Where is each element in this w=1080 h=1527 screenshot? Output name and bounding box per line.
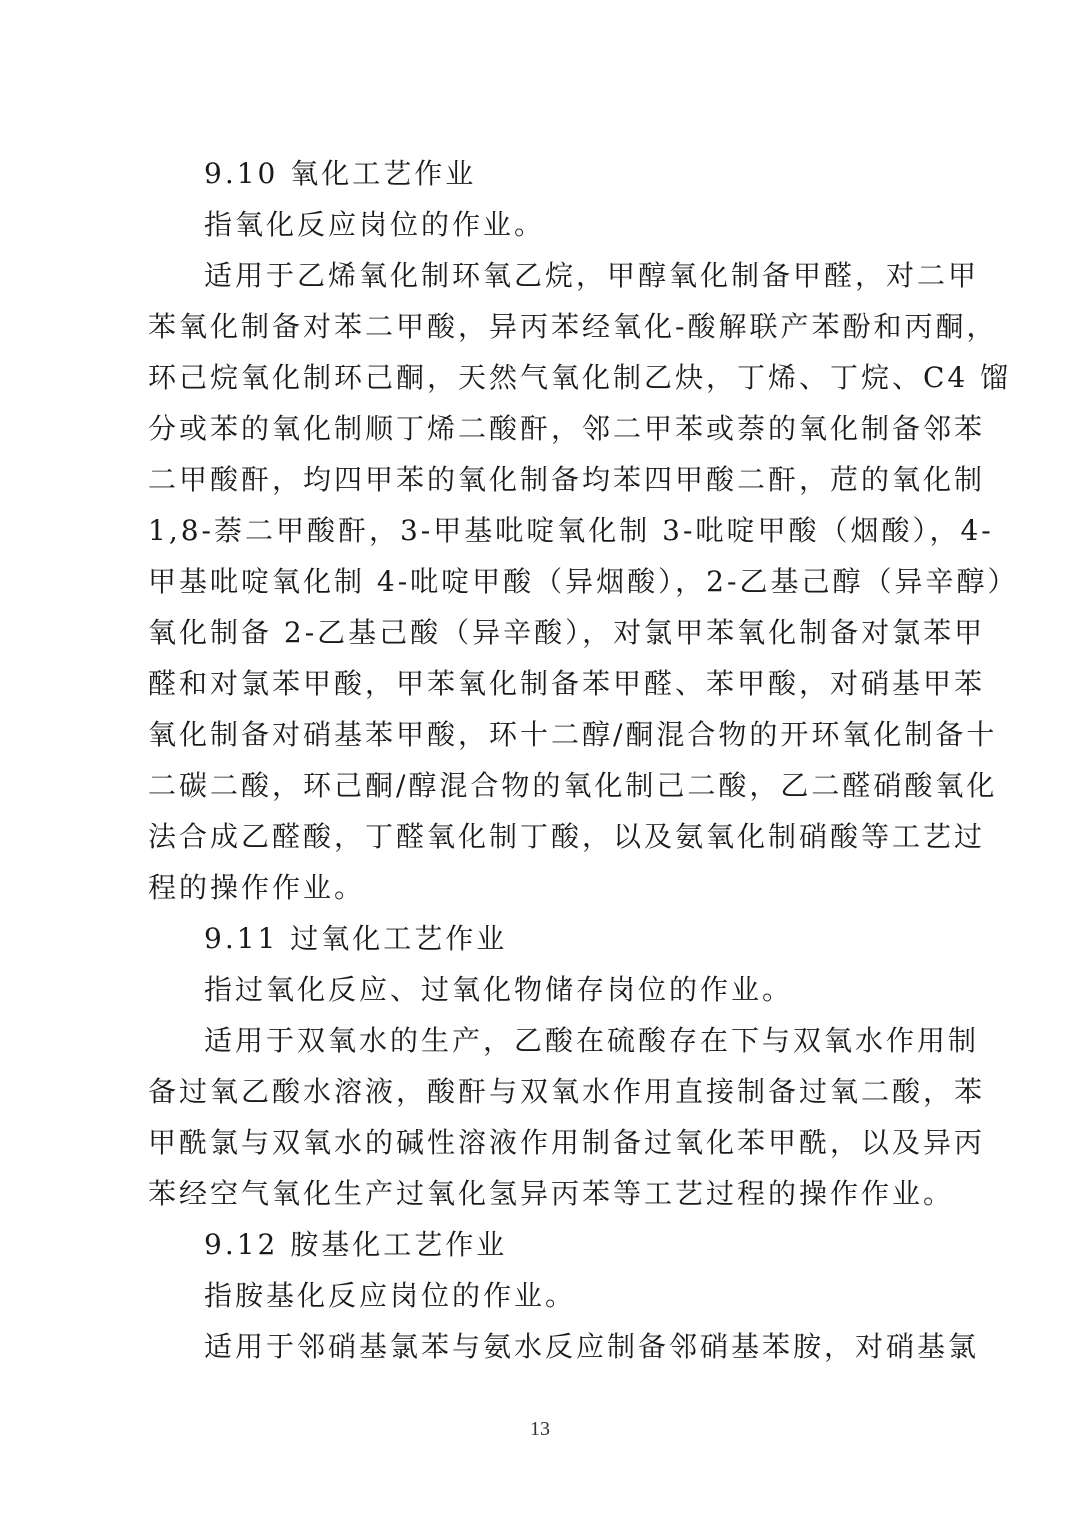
paragraph-line: 环己烷氧化制环己酮，天然气氧化制乙炔，丁烯、丁烷、C4 馏 [148,361,1012,394]
heading-9-12: 9.12 胺基化工艺作业 [204,1228,508,1261]
paragraph-line: 醛和对氯苯甲酸，甲苯氧化制备苯甲醛、苯甲酸，对硝基甲苯 [148,667,986,700]
document-body [148,148,1019,1372]
heading-9-11: 9.11 过氧化工艺作业 [204,922,508,955]
paragraph-line: 甲基吡啶氧化制 4-吡啶甲酸（异烟酸），2-乙基己醇（异辛醇） [148,565,1019,598]
paragraph-line: 氧化制备 2-乙基己酸（异辛酸），对氯甲苯氧化制备对氯苯甲 [148,616,986,649]
paragraph-line: 程的操作作业。 [148,871,366,904]
paragraph-line: 1,8-萘二甲酸酐，3-甲基吡啶氧化制 3-吡啶甲酸（烟酸），4- [148,514,994,547]
page-number: 13 [530,1418,550,1440]
paragraph-line: 备过氧乙酸水溶液，酸酐与双氧水作用直接制备过氧二酸，苯 [148,1075,986,1108]
paragraph-line: 指氧化反应岗位的作业。 [204,208,546,241]
paragraph-line: 二碳二酸，环己酮/醇混合物的氧化制己二酸，乙二醛硝酸氧化 [148,769,998,802]
paragraph-line: 指胺基化反应岗位的作业。 [204,1279,577,1312]
paragraph-line: 适用于双氧水的生产，乙酸在硫酸存在下与双氧水作用制 [204,1024,980,1057]
paragraph-line: 甲酰氯与双氧水的碱性溶液作用制备过氧化苯甲酰，以及异丙 [148,1126,986,1159]
heading-9-10: 9.10 氧化工艺作业 [204,157,477,190]
paragraph-line: 适用于乙烯氧化制环氧乙烷，甲醇氧化制备甲醛，对二甲 [204,259,980,292]
paragraph-line: 分或苯的氧化制顺丁烯二酸酐，邻二甲苯或萘的氧化制备邻苯 [148,412,986,445]
paragraph-line: 适用于邻硝基氯苯与氨水反应制备邻硝基苯胺，对硝基氯 [204,1330,980,1363]
paragraph-line: 苯氧化制备对苯二甲酸，异丙苯经氧化-酸解联产苯酚和丙酮， [148,310,998,343]
paragraph-line: 法合成乙醛酸，丁醛氧化制丁酸，以及氨氧化制硝酸等工艺过 [148,820,986,853]
paragraph-line: 苯经空气氧化生产过氧化氢异丙苯等工艺过程的操作作业。 [148,1177,955,1210]
paragraph-line: 二甲酸酐，均四甲苯的氧化制备均苯四甲酸二酐，苊的氧化制 [148,463,986,496]
paragraph-line: 氧化制备对硝基苯甲酸，环十二醇/酮混合物的开环氧化制备十 [148,718,998,751]
paragraph-line: 指过氧化反应、过氧化物储存岗位的作业。 [204,973,794,1006]
